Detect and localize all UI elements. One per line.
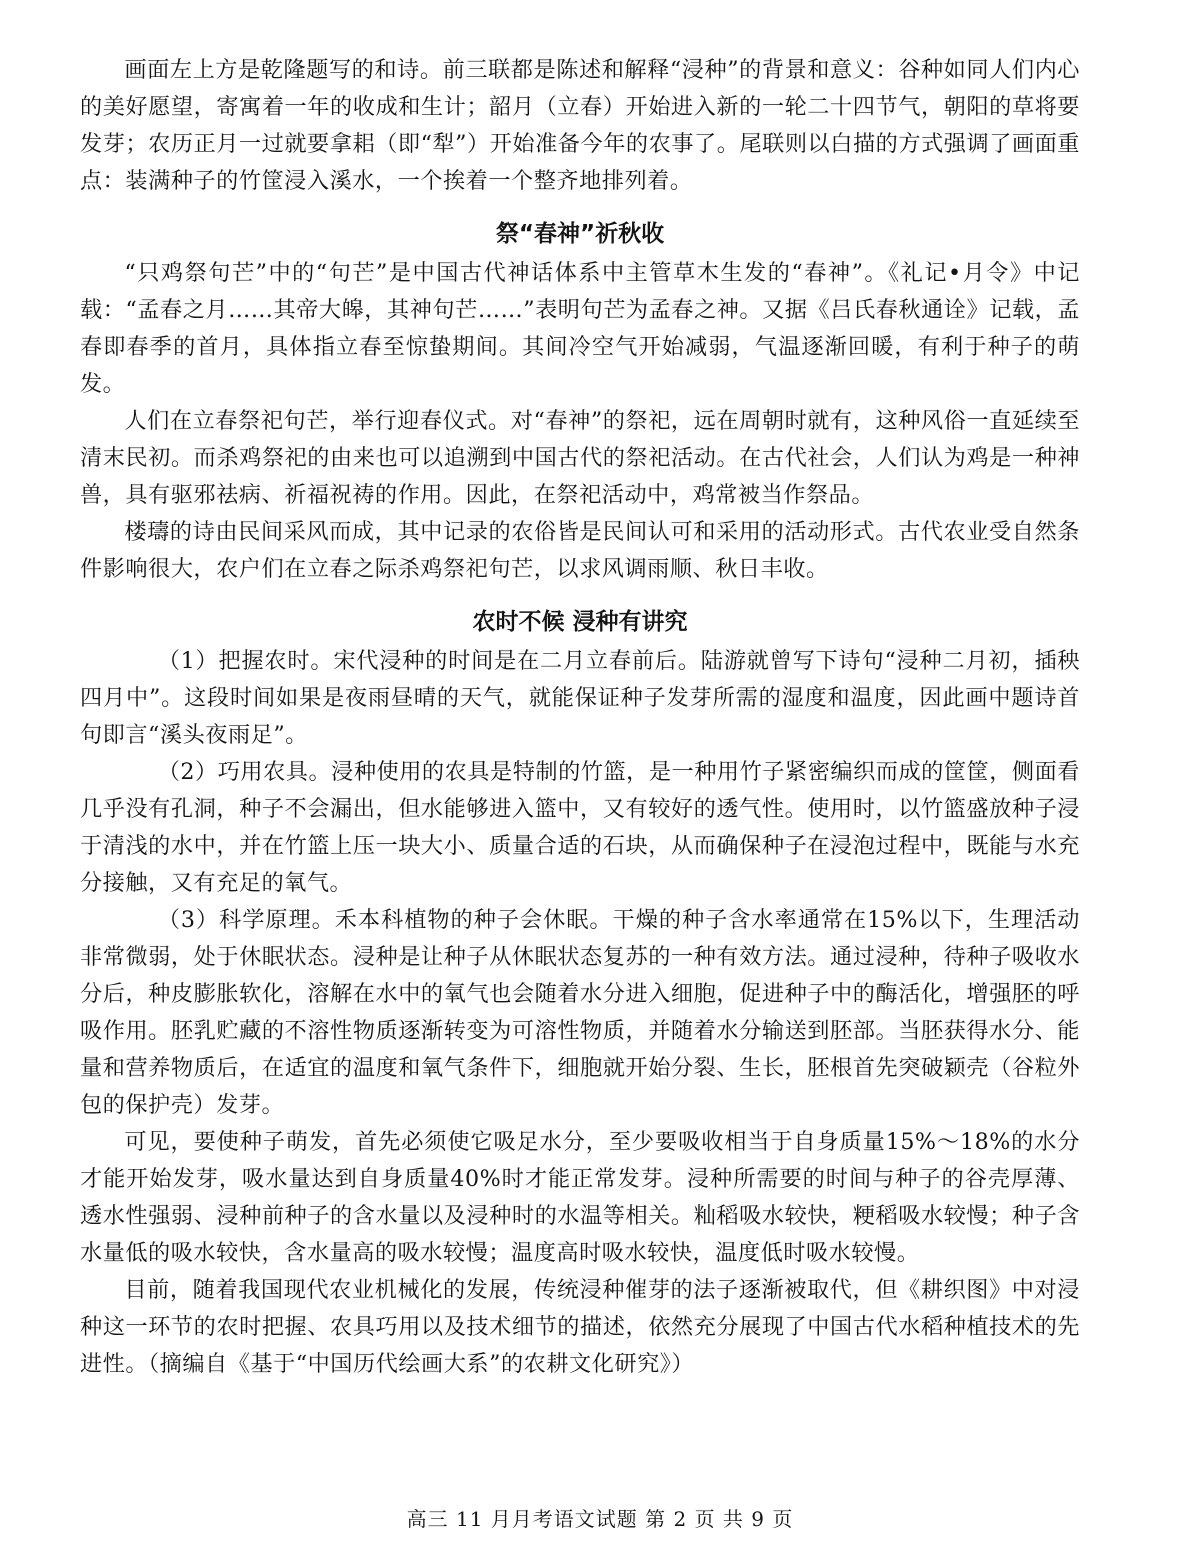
paragraph: 目前，随着我国现代农业机械化的发展，传统浸种催芽的法子逐渐被取代，但《耕织图》中对浸种这一环节的农时把握、农具巧用以及技术细节的描述，依然充分展现了中国古代水稻种植技术的先进性。（摘编自《基于“中国历代绘画大系”的农耕文化研究》） (80, 1277, 1080, 1377)
paragraph: 可见，要使种子萌发，首先必须使它吸足水分，至少要吸收相当于自身质量15%～18%的水分才能开始发芽，吸水量达到自身质量40%时才能正常发芽。浸种所需要的时间与种子的谷壳厚薄、透水性强弱、浸种前种子的含水量以及浸种时的水温等相关。籼稻吸水较快，粳稻吸水较慢；种子含水量低的吸水较快，含水量高的吸水较慢；温度高时吸水较快，温度低时吸水较慢。 (80, 1129, 1080, 1266)
paragraph: 人们在立春祭祀句芒，举行迎春仪式。对“春神”的祭祀，远在周朝时就有，这种风俗一直延续至清末民初。而杀鸡祭祀的由来也可以追溯到中国古代的祭祀活动。在古代社会，人们认为鸡是一种神兽，具有驱邪祛病、祈福祝祷的作用。因此，在祭祀活动中，鸡常被当作祭品。 (80, 408, 1080, 508)
article-body (80, 52, 1080, 1383)
section-heading: 祭“春神”祈秋收 (495, 221, 665, 247)
paragraph: 楼璹的诗由民间采风而成，其中记录的农俗皆是民间认可和采用的活动形式。古代农业受自然条件影响很大，农户们在立春之际杀鸡祭祀句芒，以求风调雨顺、秋日丰收。 (80, 519, 1080, 582)
page-footer: 高三 11 月月考语文试题 第 2 页 共 9 页 (406, 1507, 794, 1531)
section-heading: 农时不候 浸种有讲究 (472, 609, 688, 635)
paragraph: 画面左上方是乾隆题写的和诗。前三联都是陈述和解释“浸种”的背景和意义：谷种如同人们内心的美好愿望，寄寓着一年的收成和生计；韶月（立春）开始进入新的一轮二十四节气，朝阳的草将要发芽；农历正月一过就要拿耜（即“犁”）开始准备今年的农事了。尾联则以白描的方式强调了画面重点：装满种子的竹筐浸入溪水，一个挨着一个整齐地排列着。 (80, 57, 1080, 194)
paragraph: “只鸡祭句芒”中的“句芒”是中国古代神话体系中主管草木生发的“春神”。《礼记•月令》中记载：“孟春之月……其帝大皞，其神句芒……”表明句芒为孟春之神。又据《吕氏春秋通诠》记载，孟春即春季的首月，具体指立春至惊蛰期间。其间冷空气开始减弱，气温逐渐回暖，有利于种子的萌发。 (80, 260, 1080, 397)
numbered-paragraph: （2）巧用农具。浸种使用的农具是特制的竹篮，是一种用竹子紧密编织而成的筐筐，侧面看几乎没有孔洞，种子不会漏出，但水能够进入篮中，又有较好的透气性。使用时，以竹篮盛放种子浸于清浅的水中，并在竹篮上压一块大小、质量合适的石块，从而确保种子在浸泡过程中，既能与水充分接触，又有充足的氧气。 (80, 759, 1080, 896)
numbered-paragraph: （3）科学原理。禾本科植物的种子会休眠。干燥的种子含水率通常在15%以下，生理活动非常微弱，处于休眠状态。浸种是让种子从休眠状态复苏的一种有效方法。通过浸种，待种子吸收水分后，种皮膨胀软化，溶解在水中的氧气也会随着水分进入细胞，促进种子中的酶活化，增强胚的呼吸作用。胚乳贮藏的不溶性物质逐渐转变为可溶性物质，并随着水分输送到胚部。当胚获得水分、能量和营养物质后，在适宜的温度和氧气条件下，细胞就开始分裂、生长，胚根首先突破颖壳（谷粒外包的保护壳）发芽。 (80, 907, 1080, 1118)
numbered-paragraph: （1）把握农时。宋代浸种的时间是在二月立春前后。陆游就曾写下诗句“浸种二月初，插秧四月中”。这段时间如果是夜雨昼晴的天气，就能保证种子发芽所需的湿度和温度，因此画中题诗首句即言“溪头夜雨足”。 (80, 648, 1080, 748)
